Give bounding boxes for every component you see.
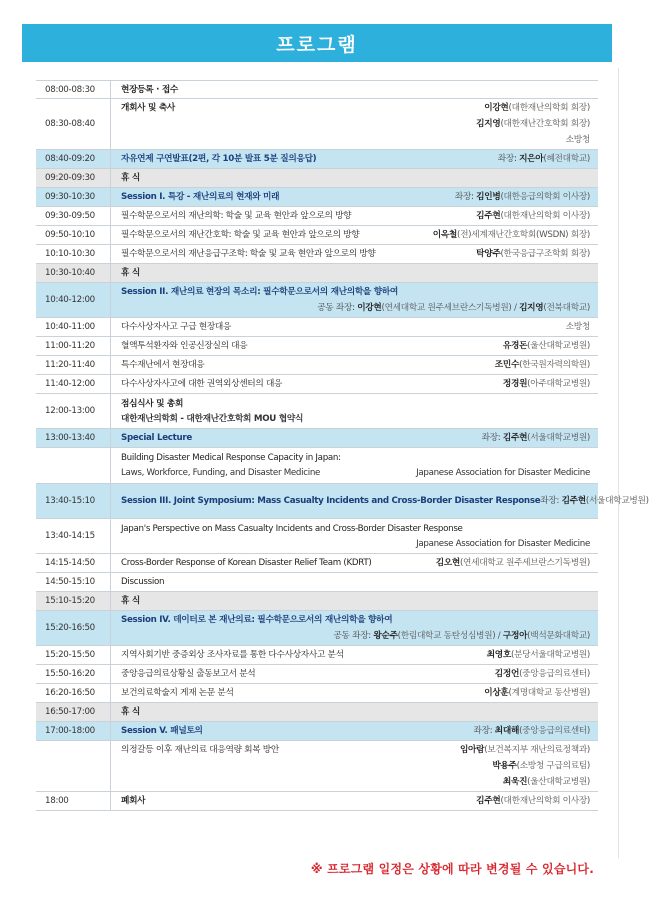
time-slot: 18:00	[45, 796, 69, 806]
schedule-title: 다수사상자사고에 대한 권역외상센터의 대응	[121, 379, 283, 389]
schedule-title: 휴 식	[121, 596, 140, 606]
time-slot: 10:40-12:00	[45, 295, 95, 305]
chair-label: 좌장:	[497, 154, 517, 164]
cochair-info	[317, 300, 590, 316]
schedule-content	[110, 611, 598, 645]
schedule-title: Session V. 패널토의	[121, 726, 203, 736]
chair-affiliation: (혜전대학교)	[543, 154, 590, 164]
chair-label: 좌장:	[473, 726, 493, 736]
speaker-info	[495, 666, 590, 682]
cochair-name: 이강현	[357, 303, 382, 313]
cochair-line	[121, 300, 590, 316]
speaker-name: 이강현	[484, 103, 509, 113]
schedule-title: 휴 식	[121, 268, 140, 278]
schedule-line	[121, 170, 590, 186]
cochair-affiliation: (전북대학교)	[543, 303, 590, 313]
schedule-content	[110, 375, 598, 393]
cochair-affiliation: (백석문화대학교)	[527, 631, 590, 641]
schedule-title: Session II. 재난의료 현장의 목소리: 필수학문으로서의 재난의학을 향하여	[121, 287, 399, 297]
speaker-affiliation: (소방청 구급의료팀)	[516, 761, 590, 771]
schedule-change-notice: ※ 프로그램 일정은 상황에 따라 변경될 수 있습니다.	[310, 862, 594, 876]
schedule-content	[110, 592, 598, 610]
chair-name: 최대해	[494, 726, 520, 736]
speaker-affiliation: 소방청	[565, 322, 590, 332]
chair-info	[455, 189, 590, 205]
schedule-content	[110, 519, 598, 553]
schedule-title: Session I. 특강 - 재난의료의 현재와 미래	[121, 192, 280, 202]
cochair-line	[121, 628, 590, 644]
schedule-line	[121, 189, 590, 205]
schedule-line	[121, 265, 590, 281]
schedule-title: Cross-Border Response of Korean Disaster Relief Team (KDRT)	[121, 558, 372, 568]
schedule-title: 점심식사 및 총회	[121, 398, 184, 409]
chair-name: 김주현	[561, 496, 586, 506]
cochair-name: 왕순주	[373, 631, 398, 641]
schedule-line	[121, 612, 590, 628]
schedule-row	[36, 207, 598, 226]
schedule-row	[36, 741, 598, 792]
time-slot: 09:30-10:30	[45, 192, 95, 202]
schedule-line	[121, 100, 590, 116]
schedule-content	[110, 264, 598, 282]
speaker-line	[121, 758, 590, 774]
schedule-title: 휴 식	[121, 707, 140, 717]
speaker-name: 김지영	[476, 119, 501, 129]
time-slot: 15:20-16:50	[45, 623, 95, 633]
chair-affiliation: (대한응급의학회 이사장)	[500, 192, 590, 202]
schedule-content	[110, 188, 598, 206]
chair-name: 김인병	[476, 192, 501, 202]
time-slot: 08:00-08:30	[45, 84, 95, 95]
schedule-content	[110, 81, 598, 98]
speaker-name: 최영호	[486, 650, 511, 660]
time-slot	[36, 741, 110, 791]
schedule-row	[36, 519, 598, 554]
time-slot: 09:20-09:30	[45, 173, 95, 183]
session-row	[36, 429, 598, 448]
schedule-line	[121, 704, 590, 720]
cochair-affiliation: (한림대학교 동탄성심병원) /	[397, 631, 501, 641]
time-slot: 08:40-09:20	[45, 154, 95, 164]
schedule-row	[36, 337, 598, 356]
schedule-content	[110, 207, 598, 225]
speaker-name: 유경돈	[502, 341, 528, 351]
speaker-affiliation: (울산대학교병원)	[527, 341, 590, 351]
speaker-info	[460, 742, 590, 758]
program-schedule-table	[36, 80, 649, 811]
schedule-title: Building Disaster Medical Response Capacity in Japan:	[121, 453, 341, 463]
schedule-content	[110, 150, 598, 168]
schedule-content	[110, 283, 598, 317]
time-slot	[36, 448, 110, 483]
schedule-subtitle: 대한재난의학회 - 대한재난간호학회 MOU 협약식	[121, 413, 304, 424]
schedule-line	[121, 246, 590, 262]
schedule-row	[36, 99, 598, 150]
time-slot: 11:40-12:00	[45, 379, 95, 389]
speaker-affiliation: (한국응급구조학회 회장)	[500, 249, 590, 259]
session-row	[36, 611, 598, 646]
session-row	[36, 283, 598, 318]
chair-info	[482, 430, 590, 446]
speaker-affiliation: (전)세계재난간호학회(WSDN) 회장)	[456, 230, 590, 240]
speaker-info	[495, 357, 590, 373]
lecturer-affiliation: Japanese Association for Disaster Medicine	[416, 538, 590, 549]
schedule-subline	[121, 412, 590, 427]
schedule-content	[110, 484, 657, 518]
schedule-line	[121, 723, 590, 739]
speaker-info	[476, 208, 590, 224]
speaker-affiliation: (한국원자력의학원)	[519, 360, 590, 370]
speaker-name: 김주현	[476, 796, 501, 806]
schedule-line	[121, 521, 590, 537]
speaker-info	[503, 376, 590, 392]
schedule-title: 자유연제 구연발표(2편, 각 10분 발표 5분 질의응답)	[121, 154, 317, 164]
schedule-title: 개회사 및 축사	[121, 103, 176, 113]
time-slot: 13:40-14:15	[45, 531, 95, 541]
program-title-banner	[22, 24, 612, 62]
time-slot: 15:10-15:20	[45, 596, 95, 606]
schedule-row	[36, 394, 598, 429]
chair-affiliation: (서울대학교병원)	[527, 433, 590, 443]
schedule-content	[110, 554, 598, 572]
time-slot: 13:40-15:10	[45, 496, 95, 506]
schedule-row	[36, 375, 598, 394]
schedule-line	[121, 227, 590, 243]
time-slot: 12:00-13:00	[45, 406, 95, 416]
chair-info	[540, 493, 648, 509]
speaker-affiliation: (아주대학교병원)	[527, 379, 590, 389]
speaker-affiliation: (대한재난의학회 이사장)	[500, 211, 590, 221]
schedule-row	[36, 318, 598, 337]
session-row	[36, 722, 598, 741]
speaker-name: 최욱진	[502, 777, 528, 787]
cochair-label: 공동 좌장:	[333, 631, 371, 641]
schedule-content	[110, 722, 598, 740]
schedule-line	[121, 208, 590, 224]
schedule-content	[110, 792, 598, 810]
schedule-content	[110, 573, 598, 591]
schedule-subtitle: Laws, Workforce, Funding, and Disaster Medicine	[121, 468, 321, 478]
speaker-name: 김정언	[494, 669, 520, 679]
time-slot: 16:50-17:00	[45, 707, 95, 717]
schedule-row	[36, 573, 598, 592]
speaker-name: 김주현	[476, 211, 501, 221]
schedule-row	[36, 245, 598, 264]
schedule-content	[110, 356, 598, 374]
schedule-title: 필수학문으로서의 재난의학: 학술 및 교육 현안과 앞으로의 방향	[121, 211, 352, 221]
time-slot: 09:50-10:10	[45, 230, 95, 240]
speaker-affiliation: 소방청	[565, 135, 590, 145]
schedule-row	[36, 665, 598, 684]
time-slot: 13:00-13:40	[45, 433, 95, 443]
schedule-content	[110, 703, 598, 721]
speaker-info	[487, 647, 590, 663]
schedule-title: 지역사회기반 중증외상 조사자료를 통한 다수사상자사고 분석	[121, 650, 344, 660]
speaker-info	[484, 685, 590, 701]
chair-label: 좌장:	[540, 496, 560, 506]
schedule-line	[121, 357, 590, 373]
schedule-content	[110, 99, 598, 149]
speaker-info	[476, 246, 590, 262]
break-row	[36, 703, 598, 722]
schedule-content	[110, 226, 598, 244]
chair-name: 지은아	[519, 154, 544, 164]
speaker-name: 이상훈	[484, 688, 509, 698]
schedule-content	[110, 429, 598, 447]
time-slot: 15:50-16:20	[45, 669, 95, 679]
schedule-title: 특수재난에서 현장대응	[121, 360, 205, 370]
chair-label: 좌장:	[481, 433, 501, 443]
program-title: 프로그램	[276, 33, 358, 56]
chair-info	[474, 723, 590, 739]
schedule-row	[36, 80, 598, 99]
speaker-name: 조민수	[494, 360, 520, 370]
speaker-name: 박용주	[492, 761, 517, 771]
schedule-row	[36, 792, 598, 811]
time-slot: 10:30-10:40	[45, 268, 95, 278]
schedule-line	[121, 376, 590, 392]
schedule-title: 다수사상자사고 구급 현장대응	[121, 322, 232, 332]
schedule-line	[121, 574, 590, 590]
schedule-line	[121, 430, 590, 446]
schedule-title: 휴 식	[121, 173, 140, 183]
speaker-affiliation: (대한재난의학회 이사장)	[500, 796, 590, 806]
speaker-info	[566, 132, 590, 148]
schedule-line	[121, 396, 590, 412]
schedule-title: Session III. Joint Symposium: Mass Casualty Incidents and Cross-Border Disaster Response	[121, 496, 541, 506]
speaker-affiliation: (분당서울대학교병원)	[510, 650, 590, 660]
time-slot: 16:20-16:50	[45, 688, 95, 698]
time-slot: 11:00-11:20	[45, 341, 95, 351]
schedule-line	[121, 666, 590, 682]
schedule-content	[110, 337, 598, 355]
cochair-name: 김지영	[519, 303, 544, 313]
lecturer-affiliation: Japanese Association for Disaster Medicine	[416, 468, 590, 478]
session-row	[36, 484, 649, 519]
schedule-row	[36, 684, 598, 703]
schedule-line	[121, 493, 649, 509]
schedule-row	[36, 448, 598, 484]
speaker-name: 김오현	[435, 558, 460, 568]
schedule-line	[121, 284, 590, 300]
chair-name: 김주현	[502, 433, 528, 443]
schedule-subline	[121, 537, 590, 552]
schedule-line	[121, 647, 590, 663]
time-slot: 14:15-14:50	[45, 558, 95, 568]
right-divider	[618, 68, 619, 858]
schedule-title: 혈액투석환자와 인공신장실의 대응	[121, 341, 248, 351]
speaker-info	[476, 116, 590, 132]
schedule-title: 의정갈등 이후 재난의료 대응역량 회복 방안	[121, 745, 279, 755]
schedule-content	[110, 318, 598, 336]
time-slot: 11:20-11:40	[45, 360, 95, 370]
chair-info	[498, 151, 590, 167]
schedule-content	[110, 169, 598, 187]
schedule-title: Discussion	[121, 577, 165, 587]
schedule-row	[36, 226, 598, 245]
speaker-info	[503, 774, 590, 790]
speaker-info	[436, 555, 590, 571]
schedule-line	[121, 685, 590, 701]
schedule-content	[110, 741, 598, 791]
schedule-line	[121, 555, 590, 571]
cochair-name: 구정아	[502, 631, 528, 641]
cochair-label: 공동 좌장:	[317, 303, 355, 313]
schedule-row	[36, 646, 598, 665]
speaker-line	[121, 132, 590, 148]
schedule-title: 필수학문으로서의 재난응급구조학: 학술 및 교육 현안과 앞으로의 방향	[121, 249, 376, 259]
time-slot: 15:20-15:50	[45, 650, 95, 660]
schedule-line	[121, 151, 590, 167]
schedule-title: 필수학문으로서의 재난간호학: 학술 및 교육 현안과 앞으로의 방향	[121, 230, 360, 240]
chair-affiliation: (서울대학교병원)	[585, 496, 649, 506]
schedule-title: 현장등록 · 접수	[121, 84, 179, 95]
schedule-line	[121, 793, 590, 809]
chair-affiliation: (중앙응급의료센터)	[519, 726, 590, 736]
schedule-content	[110, 245, 598, 263]
speaker-line	[121, 116, 590, 132]
speaker-name: 임아람	[459, 745, 485, 755]
session-row	[36, 188, 598, 207]
break-row	[36, 169, 598, 188]
speaker-affiliation: (연세대학교 원주세브란스기독병원)	[459, 558, 590, 568]
speaker-name: 정경원	[502, 379, 528, 389]
speaker-affiliation: (계명대학교 동산병원)	[508, 688, 590, 698]
speaker-info	[492, 758, 590, 774]
schedule-row	[36, 356, 598, 375]
schedule-title: 보건의료학술지 게재 논문 분석	[121, 688, 234, 698]
schedule-title: Session IV. 데이터로 본 재난의료: 필수학문으로서의 재난의학을 향하여	[121, 615, 393, 625]
break-row	[36, 592, 598, 611]
schedule-content	[110, 394, 598, 428]
schedule-row	[36, 554, 598, 573]
speaker-info	[503, 338, 590, 354]
schedule-line	[121, 593, 590, 609]
schedule-content	[110, 448, 598, 483]
time-slot: 10:10-10:30	[45, 249, 95, 259]
time-slot: 14:50-15:10	[45, 577, 95, 587]
speaker-line	[121, 774, 590, 790]
schedule-line	[121, 319, 590, 335]
speaker-info	[476, 793, 590, 809]
schedule-title: Special Lecture	[121, 433, 192, 443]
chair-label: 좌장:	[454, 192, 474, 202]
time-slot: 17:00-18:00	[45, 726, 95, 736]
schedule-line	[121, 82, 590, 98]
schedule-content	[110, 665, 598, 683]
schedule-line	[121, 742, 590, 758]
schedule-title: Japan's Perspective on Mass Casualty Incidents and Cross-Border Disaster Response	[121, 523, 463, 534]
speaker-affiliation: (대한재난의학회 회장)	[508, 103, 590, 113]
time-slot: 08:30-08:40	[45, 119, 95, 129]
schedule-content	[110, 646, 598, 664]
speaker-info	[484, 100, 590, 116]
speaker-affiliation: (중앙응급의료센터)	[519, 669, 590, 679]
speaker-info	[566, 319, 590, 335]
schedule-content	[110, 684, 598, 702]
schedule-title: 폐회사	[121, 796, 146, 806]
schedule-line	[121, 450, 590, 466]
speaker-name: 이옥철	[432, 230, 457, 240]
speaker-info	[433, 227, 590, 243]
cochair-affiliation: (연세대학교 원주세브란스기독병원) /	[381, 303, 517, 313]
schedule-line	[121, 338, 590, 354]
time-slot: 10:40-11:00	[45, 322, 95, 332]
session-row	[36, 150, 598, 169]
time-slot: 09:30-09:50	[45, 211, 95, 221]
speaker-affiliation: (대한재난간호학회 회장)	[500, 119, 590, 129]
speaker-affiliation: (울산대학교병원)	[527, 777, 590, 787]
break-row	[36, 264, 598, 283]
schedule-title: 중앙응급의료상황실 출동보고서 분석	[121, 669, 256, 679]
schedule-subline	[121, 466, 590, 481]
speaker-name: 탁양주	[476, 249, 501, 259]
speaker-affiliation: (보건복지부 재난의료정책과)	[484, 745, 590, 755]
cochair-info	[333, 628, 590, 644]
